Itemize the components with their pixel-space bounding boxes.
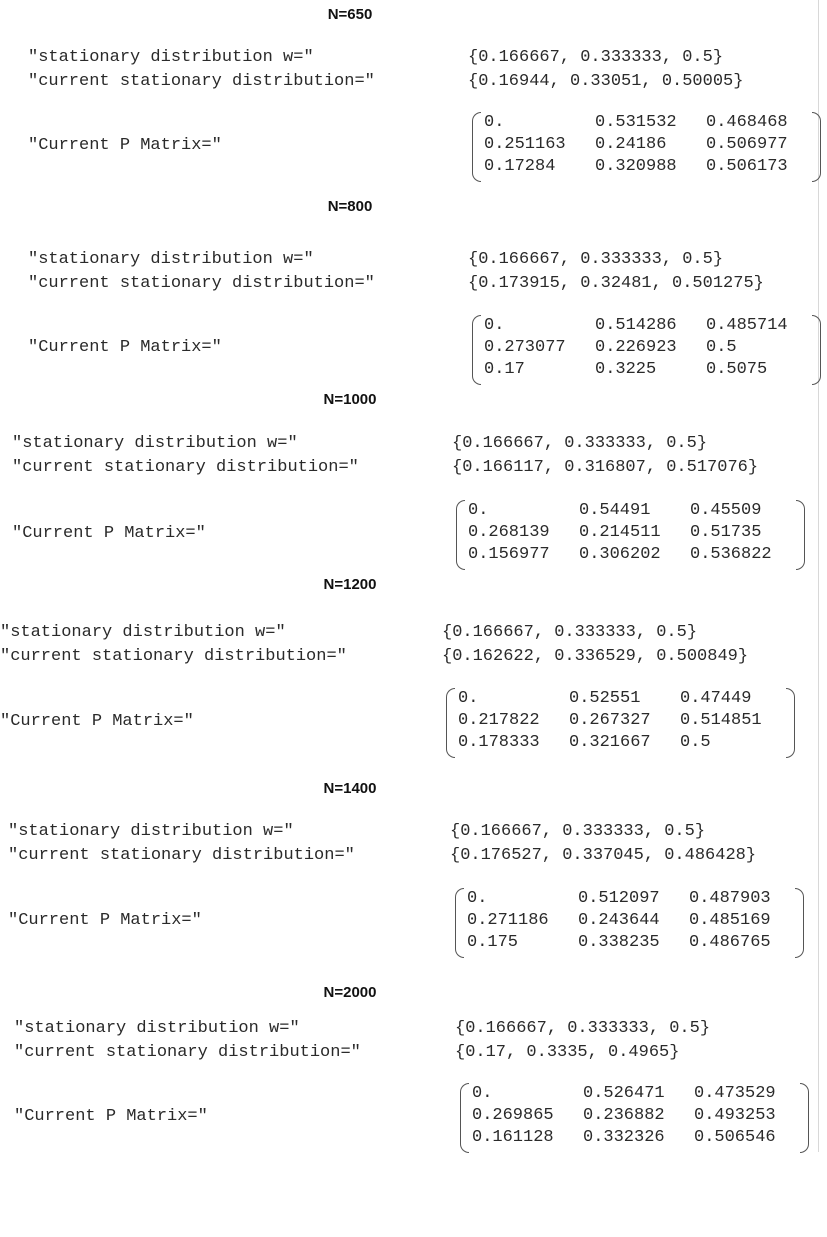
block-heading: N=800 — [327, 198, 373, 215]
matrix-cell: 0.531532 — [595, 113, 677, 132]
matrix-row — [456, 500, 762, 522]
p-matrix-label: "Current P Matrix=" — [28, 338, 222, 357]
stationary-w-label: "stationary distribution w=" — [28, 48, 314, 67]
matrix-cell: 0.54491 — [579, 501, 651, 520]
matrix-row — [472, 134, 788, 156]
matrix-cell: 0.175 — [467, 933, 519, 952]
matrix-cell: 0. — [467, 889, 488, 908]
current-stationary-label: "current stationary distribution=" — [14, 1043, 361, 1062]
matrix-cell: 0.332326 — [583, 1128, 665, 1147]
matrix-cell: 0.485714 — [706, 316, 788, 335]
matrix-cell: 0.3225 — [595, 360, 657, 379]
current-stationary-label: "current stationary distribution=" — [12, 458, 359, 477]
current-stationary-vector: {0.162622, 0.336529, 0.500849} — [442, 647, 749, 666]
matrix-cell: 0.487903 — [689, 889, 771, 908]
matrix-cell: 0.493253 — [694, 1106, 776, 1125]
matrix-cell: 0.161128 — [472, 1128, 554, 1147]
matrix-cell: 0.338235 — [578, 933, 660, 952]
matrix-cell: 0. — [484, 113, 505, 132]
matrix-cell: 0.236882 — [583, 1106, 665, 1125]
block-heading: N=1000 — [323, 391, 377, 408]
block-heading: N=2000 — [323, 984, 377, 1001]
matrix-right-bracket — [812, 112, 821, 182]
matrix-row — [455, 910, 771, 932]
matrix-cell: 0.306202 — [579, 545, 661, 564]
matrix-row — [460, 1127, 776, 1149]
current-stationary-vector: {0.17, 0.3335, 0.4965} — [455, 1043, 680, 1062]
result-block-n650 — [0, 6, 827, 202]
p-matrix-label: "Current P Matrix=" — [14, 1107, 208, 1126]
stationary-w-vector: {0.166667, 0.333333, 0.5} — [450, 822, 706, 841]
stationary-w-label: "stationary distribution w=" — [28, 250, 314, 269]
matrix-row — [472, 156, 788, 178]
stationary-w-vector: {0.166667, 0.333333, 0.5} — [452, 434, 708, 453]
stationary-w-label: "stationary distribution w=" — [0, 623, 286, 642]
matrix-cell: 0. — [458, 689, 479, 708]
matrix-cell: 0.526471 — [583, 1084, 665, 1103]
stationary-w-vector: {0.166667, 0.333333, 0.5} — [468, 48, 724, 67]
matrix-cell: 0.217822 — [458, 711, 540, 730]
matrix-cell: 0.473529 — [694, 1084, 776, 1103]
matrix-row — [460, 1105, 776, 1127]
matrix-cell: 0.506173 — [706, 157, 788, 176]
matrix-cell: 0.17284 — [484, 157, 556, 176]
matrix-right-bracket — [796, 500, 805, 570]
block-heading: N=1400 — [323, 780, 377, 797]
matrix-cell: 0.486765 — [689, 933, 771, 952]
matrix-cell: 0. — [468, 501, 489, 520]
matrix-cell: 0.5075 — [706, 360, 768, 379]
p-matrix-label: "Current P Matrix=" — [12, 524, 206, 543]
stationary-w-vector: {0.166667, 0.333333, 0.5} — [455, 1019, 711, 1038]
matrix-cell: 0.51735 — [690, 523, 762, 542]
matrix-row — [472, 359, 768, 381]
matrix-cell: 0.243644 — [578, 911, 660, 930]
matrix-cell: 0.269865 — [472, 1106, 554, 1125]
matrix-right-bracket — [795, 888, 804, 958]
matrix-cell: 0.47449 — [680, 689, 752, 708]
current-stationary-label: "current stationary distribution=" — [28, 274, 375, 293]
matrix-row — [456, 522, 762, 544]
matrix-cell: 0.52551 — [569, 689, 641, 708]
matrix-cell: 0.273077 — [484, 338, 566, 357]
matrix-row — [460, 1083, 776, 1105]
matrix-cell: 0.5 — [706, 338, 737, 357]
matrix-right-bracket — [800, 1083, 809, 1153]
matrix-cell: 0.267327 — [569, 711, 651, 730]
matrix-right-bracket — [786, 688, 795, 758]
stationary-w-label: "stationary distribution w=" — [12, 434, 298, 453]
matrix-cell: 0.536822 — [690, 545, 772, 564]
current-stationary-label: "current stationary distribution=" — [0, 647, 347, 666]
result-block-n800 — [0, 198, 827, 394]
matrix-row — [446, 732, 711, 754]
stationary-w-vector: {0.166667, 0.333333, 0.5} — [468, 250, 724, 269]
matrix-row — [455, 888, 771, 910]
matrix-cell: 0.320988 — [595, 157, 677, 176]
matrix-cell: 0.268139 — [468, 523, 550, 542]
matrix-row — [472, 337, 737, 359]
current-stationary-vector: {0.173915, 0.32481, 0.501275} — [468, 274, 764, 293]
current-stationary-label: "current stationary distribution=" — [8, 846, 355, 865]
p-matrix-label: "Current P Matrix=" — [0, 712, 194, 731]
matrix-row — [446, 688, 752, 710]
current-stationary-vector: {0.166117, 0.316807, 0.517076} — [452, 458, 759, 477]
matrix-cell: 0. — [484, 316, 505, 335]
matrix-cell: 0.506546 — [694, 1128, 776, 1147]
matrix-cell: 0.226923 — [595, 338, 677, 357]
matrix-cell: 0.514286 — [595, 316, 677, 335]
result-block-n2000 — [0, 984, 827, 1180]
matrix-row — [456, 544, 772, 566]
matrix-cell: 0.321667 — [569, 733, 651, 752]
current-stationary-vector: {0.16944, 0.33051, 0.50005} — [468, 72, 744, 91]
current-stationary-label: "current stationary distribution=" — [28, 72, 375, 91]
matrix-cell: 0.17 — [484, 360, 525, 379]
stationary-w-vector: {0.166667, 0.333333, 0.5} — [442, 623, 698, 642]
matrix-cell: 0.178333 — [458, 733, 540, 752]
matrix-cell: 0.468468 — [706, 113, 788, 132]
block-heading: N=1200 — [323, 576, 377, 593]
matrix-cell: 0.485169 — [689, 911, 771, 930]
current-stationary-vector: {0.176527, 0.337045, 0.486428} — [450, 846, 757, 865]
result-block-n1400 — [0, 780, 827, 976]
matrix-row — [446, 710, 762, 732]
block-heading: N=650 — [327, 6, 373, 23]
matrix-cell: 0.514851 — [680, 711, 762, 730]
stationary-w-label: "stationary distribution w=" — [14, 1019, 300, 1038]
matrix-cell: 0.271186 — [467, 911, 549, 930]
stationary-w-label: "stationary distribution w=" — [8, 822, 294, 841]
matrix-cell: 0.5 — [680, 733, 711, 752]
matrix-cell: 0.24186 — [595, 135, 667, 154]
matrix-cell: 0.512097 — [578, 889, 660, 908]
result-block-n1200 — [0, 576, 827, 772]
matrix-row — [455, 932, 771, 954]
matrix-cell: 0.156977 — [468, 545, 550, 564]
matrix-cell: 0.506977 — [706, 135, 788, 154]
matrix-row — [472, 315, 788, 337]
matrix-cell: 0.45509 — [690, 501, 762, 520]
matrix-cell: 0.251163 — [484, 135, 566, 154]
p-matrix-label: "Current P Matrix=" — [28, 136, 222, 155]
matrix-right-bracket — [812, 315, 821, 385]
matrix-row — [472, 112, 788, 134]
result-block-n1000 — [0, 391, 827, 587]
matrix-cell: 0. — [472, 1084, 493, 1103]
matrix-cell: 0.214511 — [579, 523, 661, 542]
p-matrix-label: "Current P Matrix=" — [8, 911, 202, 930]
